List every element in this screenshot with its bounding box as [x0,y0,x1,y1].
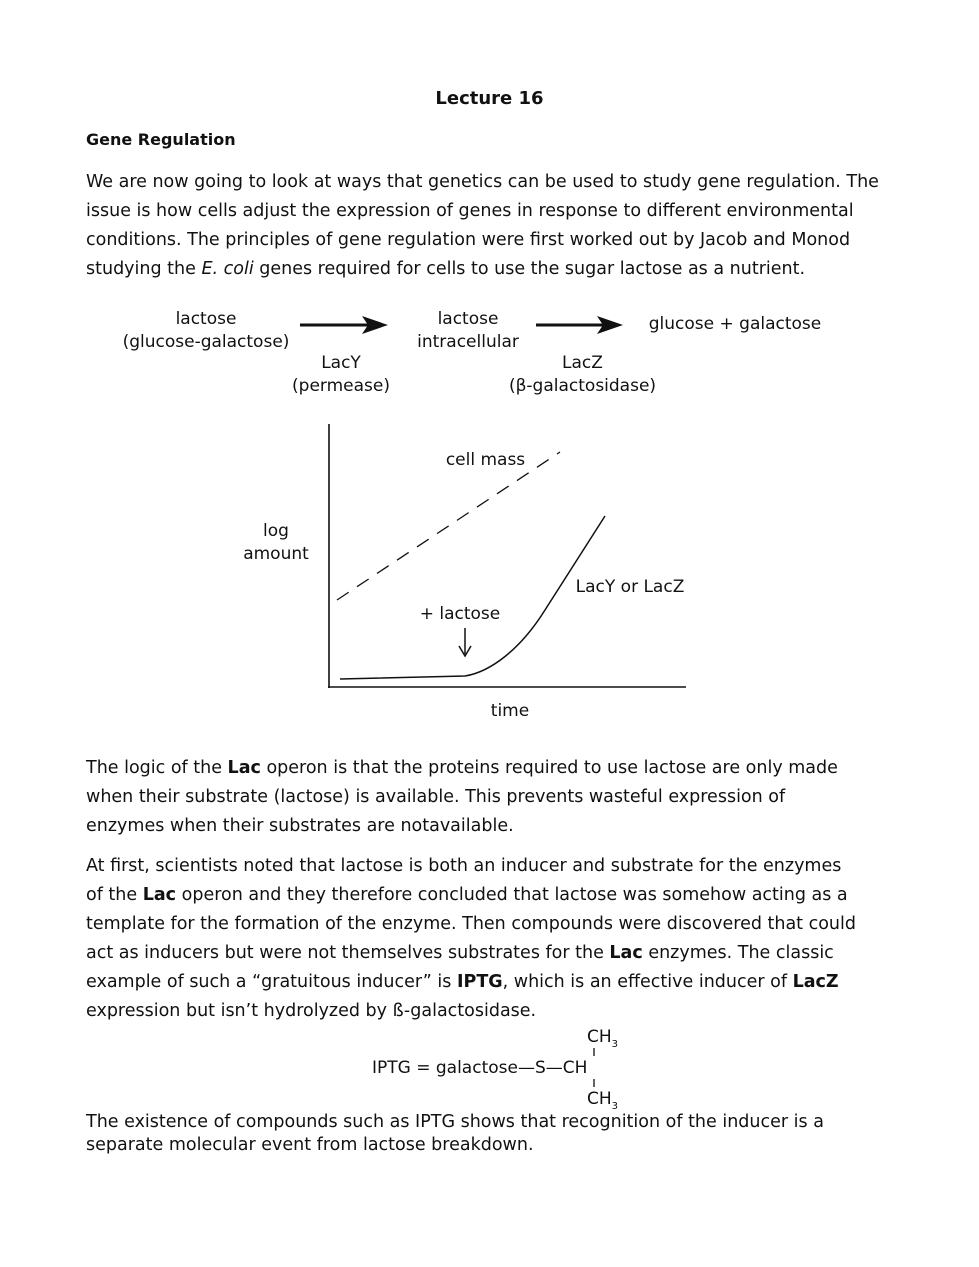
text-line: when their substrate (lactose) is available. This prevents wasteful expression of [86,787,786,807]
text-line: The logic of the Lac operon is that the proteins required to use lactose are only made [86,758,838,778]
text-line: At first, scientists noted that lactose is both an inducer and substrate for the enzymes [86,856,842,876]
text-line: The existence of compounds such as IPTG shows that recognition of the inducer is a [86,1112,824,1132]
pathway-node-intracellular-lactose: lactose intracellular [417,309,519,352]
formula-main: IPTG = galactose—S—CH [372,1058,588,1078]
text-line: of the Lac operon and they therefore concluded that lactose was somehow acting as a [86,885,848,905]
text-line: enzymes when their substrates are notavailable. [86,816,514,836]
text-line: conditions. The principles of gene regulation were first worked out by Jacob and Monod [86,230,851,250]
text-line: studying the E. coli genes required for cells to use the sugar lactose as a nutrient. [86,259,806,279]
text-line: example of such a “gratuitous inducer” is IPTG, which is an effective inducer of LacZ [86,972,839,992]
formula-methyl-top: $CH_3$ [587,1027,619,1050]
pathway-node-extracellular-lactose: lactose (glucose-galactose) [122,309,290,352]
y-axis-label: log amount [243,521,309,564]
x-axis-label: time [490,701,530,721]
lac-curve-label: LacY or LacZ [575,577,685,597]
cell-mass-label: cell mass [445,450,526,470]
text-line: separate molecular event from lactose breakdown. [86,1135,534,1155]
conclusion-paragraph [86,1111,906,1157]
formula-methyl-bottom: $CH_3$ [587,1089,619,1112]
pathway-enzyme-lacy: LacY (permease) [292,353,390,396]
page-title: Lecture 16 [435,88,544,109]
inducer-label: + lactose [419,604,501,624]
text-line: template for the formation of the enzyme. Then compounds were discovered that could [86,914,856,934]
text-line: issue is how cells adjust the expression of genes in response to different environmental [86,201,854,221]
text-line: We are now going to look at ways that genetics can be used to study gene regulation. The [86,172,879,192]
section-heading: Gene Regulation [86,130,236,149]
species-name: E. coli [201,259,254,279]
text-line: expression but isn’t hydrolyzed by ß-galactosidase. [86,1001,537,1021]
pathway-enzyme-lacz: LacZ (β-galactosidase) [508,353,657,396]
text-line: act as inducers but were not themselves substrates for the Lac enzymes. The classic [86,943,834,963]
pathway-node-products: glucose + galactose [648,314,822,334]
